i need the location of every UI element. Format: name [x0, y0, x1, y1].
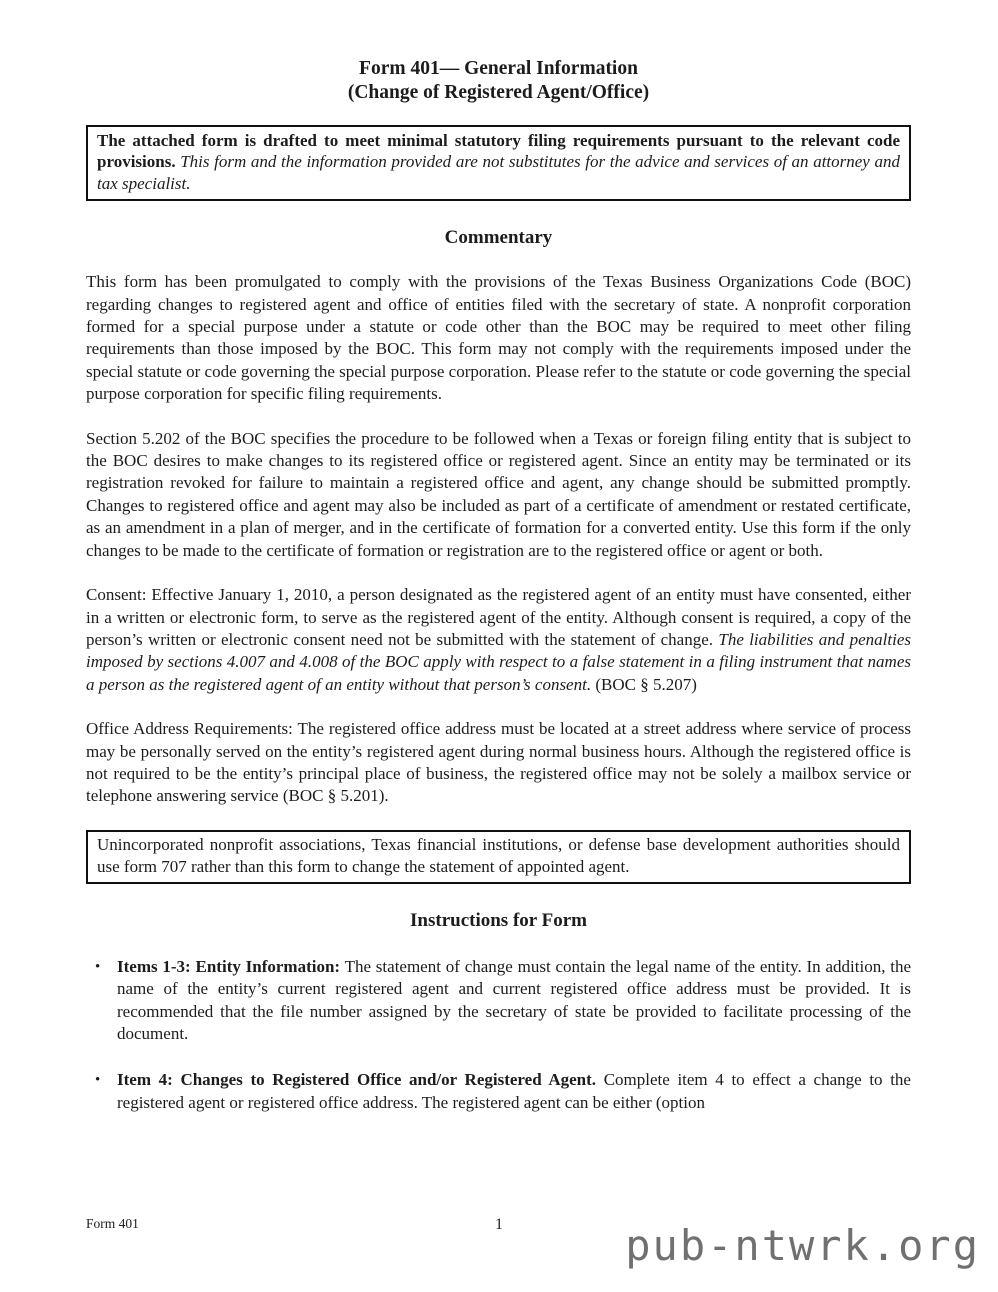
footer-form-label: Form 401 [86, 1216, 139, 1231]
watermark: pub-ntwrk.org [625, 1221, 980, 1270]
consent-text-regular-2: (BOC § 5.207) [591, 674, 697, 694]
commentary-paragraph-2: Section 5.202 of the BOC specifies the procedure to be followed when a Texas or foreign filing entity that is subject to the BOC desires to make changes to its registered office or registered agent. Since an entity may be terminated or its registration revoked for failure to maintain a registered office and agent, any change should be submitted promptly. Changes to registered office and agent may also be included as part of a certificate of amendment or restated certificate, as an amendment in a plan of merger, and in the certificate of formation for a converted entity. Use this form if the only changes to be made to the certificate of formation or registration are to the registered office or agent or both. [86, 428, 911, 560]
statutory-notice-box [86, 125, 911, 201]
office-address-paragraph: Office Address Requirements: The registered office address must be located at a street address where service of process may be personally served on the entity’s registered agent during normal business hours. Although the registered office is not required to be the entity’s principal place of business, the registered office may not be solely a mailbox service or telephone answering service (BOC § 5.201). [86, 719, 911, 806]
bullet-body-text: Complete item 4 to effect a change to the registered agent or registered office address. The registered agent can be either (option [117, 1070, 911, 1112]
bullet-text [117, 956, 911, 1046]
list-item-item-4 [86, 1069, 911, 1114]
page-title-line1: Form 401— General Information [359, 58, 638, 79]
bullet-body-text: The statement of change must contain the legal name of the entity. In addition, the name of the entity’s current registered agent and current registered office address must be provided. It is recommended that the file number assigned by the secretary of state be provided to facilitate processing of the document. [117, 956, 912, 1043]
consent-text-italic: The liabilities and penalties imposed by sections 4.007 and 4.008 of the BOC apply with respect to a false statement in a filing instrument that names a person as the registered agent of an entity without that person’s consent. [86, 629, 911, 694]
page-title-line2: (Change of Registered Agent/Office) [347, 81, 650, 103]
page-title [86, 57, 911, 104]
list-item-items-1-3 [86, 956, 911, 1046]
bullet-text [117, 1069, 911, 1114]
page-number: 1 [495, 1216, 503, 1233]
bullet-icon: • [95, 958, 101, 975]
bullet-bold-lead: Items 1-3: Entity Information: [117, 956, 341, 976]
notice-bold-text: The attached form is drafted to meet minimal statutory filing requirements pursuant to the relevant code provisions. [97, 131, 900, 172]
bullet-icon: • [95, 1072, 101, 1089]
consent-text-regular-1: Consent: Effective January 1, 2010, a person designated as the registered agent of an entity must have consented, either in a written or electronic form, to serve as the registered agent of the entity. Although consent is required, a copy of the person’s written or electronic consent need not be submitted with the statement of change. [86, 585, 911, 649]
notice-italic-text: This form and the information provided are not substitutes for the advice and services of an attorney and tax specialist. [97, 152, 900, 193]
form-707-warning-box: Unincorporated nonprofit associations, Texas financial institutions, or defense base development authorities should use form 707 rather than this form to change the statement of appointed agent. [86, 830, 911, 884]
consent-paragraph [86, 584, 911, 696]
instructions-heading: Instructions for Form [410, 909, 587, 931]
commentary-heading: Commentary [444, 227, 553, 249]
commentary-paragraph-1: This form has been promulgated to comply with the provisions of the Texas Business Organizations Code (BOC) regarding changes to registered agent and office of entities filed with the secretary of state. A nonprofit corporation formed for a special purpose under a statute or code other than the BOC may be required to meet other filing requirements than those imposed by the BOC. This form may not comply with the requirements imposed under the special statute or code governing the special purpose corporation. Please refer to the statute or code governing the special purpose corporation for specific filing requirements. [86, 272, 911, 404]
bullet-bold-lead: Item 4: Changes to Registered Office and/or Registered Agent. [117, 1070, 597, 1090]
